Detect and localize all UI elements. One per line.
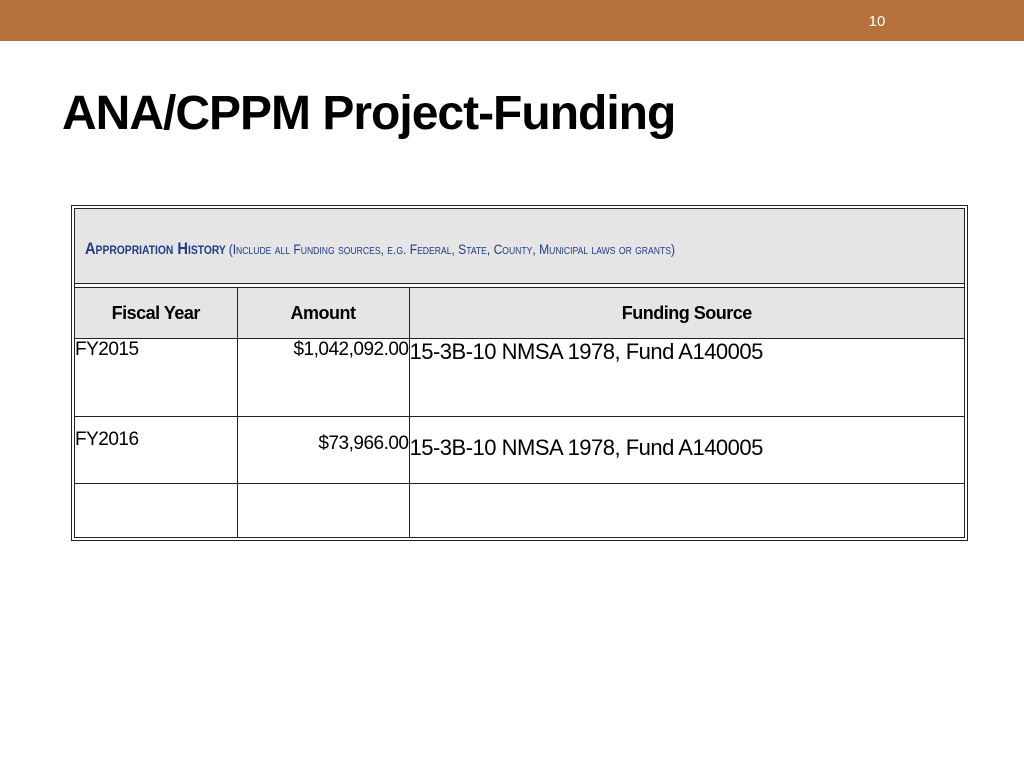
cell-amount: $1,042,092.00	[237, 339, 409, 417]
table-heading	[85, 239, 675, 259]
table-inner-frame	[74, 208, 965, 538]
slide-number: 10	[868, 13, 886, 30]
table-heading-note: (Include all Funding sources, e.g. Federal, State, County, Municipal laws or grants)	[228, 241, 675, 257]
cell-amount: $73,966.00	[237, 417, 409, 484]
funding-grid	[75, 287, 964, 538]
slide-title: ANA/CPPM Project-Funding	[62, 87, 676, 140]
table-row	[75, 339, 964, 417]
column-header-fiscal-year: Fiscal Year	[75, 288, 237, 339]
table-row	[75, 484, 964, 538]
top-accent-bar	[0, 0, 1024, 41]
cell-funding-source: 15-3B-10 NMSA 1978, Fund A140005	[409, 417, 964, 484]
cell-funding-source: 15-3B-10 NMSA 1978, Fund A140005	[409, 339, 964, 417]
cell-fiscal-year	[75, 484, 237, 538]
cell-fiscal-year: FY2015	[75, 339, 237, 417]
cell-fiscal-year: FY2016	[75, 417, 237, 484]
column-header-row	[75, 288, 964, 339]
column-header-funding-source: Funding Source	[409, 288, 964, 339]
column-header-amount: Amount	[237, 288, 409, 339]
appropriation-table	[71, 205, 968, 541]
table-heading-band	[75, 209, 964, 284]
cell-amount	[237, 484, 409, 538]
table-heading-main: Appropriation History	[85, 239, 226, 258]
table-row	[75, 417, 964, 484]
cell-funding-source	[409, 484, 964, 538]
